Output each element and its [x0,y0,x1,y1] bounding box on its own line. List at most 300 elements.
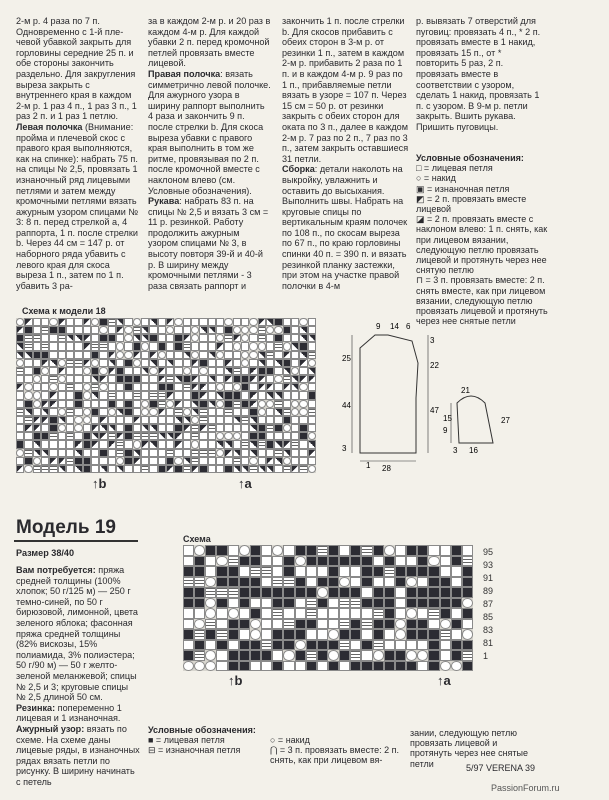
chart-cell [266,424,274,432]
chart-cell [141,326,149,334]
chart-cell [99,326,107,334]
chart-cell [66,383,74,391]
chart-cell [291,318,299,326]
chart-cell [317,556,328,567]
chart-cell [258,351,266,359]
chart-cell [258,400,266,408]
chart-cell [24,375,32,383]
chart-cell [174,351,182,359]
chart-cell [174,457,182,465]
col1-top-text: 2-м р. 4 раза по 7 п. Одновременно с 1-й плечевой убавкой закрыть для горловины середние 25 п. и обе стороны закончить раздельно. Для закругления выреза закрыть с внутреннего края в каждом 2-м р. 1 раз 4 п., 1 раз 3 п., 1 раз 2 п. и 1 раз 1 петлю. [16,16,137,122]
chart-cell [233,424,241,432]
right-front-text: : вязать симметрично левой полочке. Для ажурного узора в ширину раппорт выполнить 4 раза и закончить 9 п. после стрелки b. Для скоса выреза убавки с правого края выполнить в том же ритме, провязывая по 2 п. после кромочной вместе с наклоном влево (см. Условные обозначения). [148,68,271,196]
chart-cell [83,334,91,342]
chart-cell [208,351,216,359]
chart-cell [158,367,166,375]
chart-cell [99,449,107,457]
chart-cell [66,367,74,375]
chart-cell [317,577,328,588]
chart-cell [361,608,372,619]
chart-cell [216,608,227,619]
chart-cell [58,383,66,391]
chart-cell [49,383,57,391]
chart-cell [149,359,157,367]
chart-cell [451,619,462,630]
chart-cell [124,408,132,416]
chart-cell [233,383,241,391]
chart-cell [141,465,149,473]
chart-cell [158,342,166,350]
chart-cell [16,440,24,448]
chart-cell [174,367,182,375]
chart-cell [141,383,149,391]
chart-cell [208,391,216,399]
chart-cell [283,650,294,661]
arrow-a-label: a [443,673,451,688]
chart-cell [99,383,107,391]
chart-cell [451,545,462,556]
chart-cell [41,359,49,367]
chart-cell [166,342,174,350]
chart-cell [199,432,207,440]
chart-cell [228,566,239,577]
chart-cell [274,424,282,432]
chart-cell [266,432,274,440]
chart-cell [440,629,451,640]
chart-cell [191,359,199,367]
chart-cell [33,400,41,408]
chart-cell [41,342,49,350]
chart-cell [99,465,107,473]
chart-cell [228,598,239,609]
chart-cell [406,640,417,651]
chart-cell [205,629,216,640]
row-number: 93 [483,560,494,570]
chart-cell [83,383,91,391]
legend2-title: Условные обозначения: [148,725,256,735]
chart-cell [328,661,339,672]
chart-cell [133,400,141,408]
chart-cell [317,587,328,598]
chart-cell [116,351,124,359]
chart-cell [283,326,291,334]
dim-6: 6 [406,322,411,331]
chart-cell [258,449,266,457]
chart-cell [33,359,41,367]
chart-cell [440,619,451,630]
schema19-title: Схема [183,534,211,544]
chart-cell [133,391,141,399]
chart-cell [224,342,232,350]
chart-cell [183,359,191,367]
chart-cell [199,326,207,334]
chart-cell [124,367,132,375]
chart-cell [208,367,216,375]
chart-cell [205,661,216,672]
chart-cell [241,457,249,465]
chart-cell [274,457,282,465]
chart-cell [308,432,316,440]
chart-cell [417,545,428,556]
chart-cell [183,640,194,651]
chart-cell [283,383,291,391]
chart-cell [451,661,462,672]
chart-cell [428,598,439,609]
chart-cell [133,359,141,367]
chart-cell [205,545,216,556]
chart-cell [328,566,339,577]
chart-cell [291,383,299,391]
chart-cell [149,334,157,342]
chart-cell [194,640,205,651]
chart-cell [183,629,194,640]
row-number: 85 [483,612,494,622]
chart-cell [41,383,49,391]
chart-cell [295,608,306,619]
chart-cell [133,334,141,342]
chart-cell [339,545,350,556]
text-column-4 [416,16,546,133]
chart-cell [384,640,395,651]
front-pattern-diagram [330,313,445,473]
chart-cell [266,416,274,424]
chart-cell [183,440,191,448]
chart-cell [395,587,406,598]
chart-cell [291,359,299,367]
chart-cell [291,416,299,424]
chart-cell [216,577,227,588]
chart-cell [158,359,166,367]
dim-3b: 3 [342,444,347,453]
chart-cell [261,640,272,651]
chart-cell [108,465,116,473]
chart-cell [241,367,249,375]
chart-cell [66,408,74,416]
chart-cell [261,556,272,567]
chart-cell [462,598,473,609]
chart-cell [216,457,224,465]
chart-cell [295,556,306,567]
chart-cell [166,326,174,334]
chart-cell [233,440,241,448]
schema18-title: Схема к модели 18 [22,306,106,316]
chart-cell [274,326,282,334]
chart-cell [266,359,274,367]
chart-cell [283,408,291,416]
chart-cell [233,367,241,375]
chart-cell [58,457,66,465]
row-number: 87 [483,599,494,609]
chart-cell [83,318,91,326]
assembly-text: : детали наколоть на выкройку, увлажнить и оставить до высыхания. Выполнить швы. Набрать на круговые спицы по вертикальным краям полочек по 108 п., по скосам выреза по 67 п., по краю горловины спинки 40 п. = 390 п. и вязать резинкой планку застежки, при этом на участке правой полочки в 4-м [282,164,408,291]
chart-cell [99,391,107,399]
chart-cell [194,619,205,630]
chart-cell [339,587,350,598]
chart-cell [308,408,316,416]
chart-cell [361,545,372,556]
chart-cell [299,416,307,424]
chart-cell [58,465,66,473]
chart-cell [228,587,239,598]
chart-cell [384,608,395,619]
chart-cell [16,326,24,334]
chart-cell [124,334,132,342]
chart-cell [224,318,232,326]
chart-cell [272,608,283,619]
chart-cell [194,587,205,598]
chart-cell [208,465,216,473]
chart-cell [141,375,149,383]
chart-cell [183,408,191,416]
chart-cell [283,375,291,383]
sleeve-dim-16: 16 [469,446,478,455]
chart-cell [428,566,439,577]
chart-cell [283,661,294,672]
chart-cell [141,432,149,440]
chart-cell [373,629,384,640]
chart-cell [24,408,32,416]
chart-cell [462,566,473,577]
chart-cell [249,400,257,408]
chart-cell [233,432,241,440]
dim-1: 1 [366,461,371,470]
chart-cell [183,545,194,556]
chart-cell [241,416,249,424]
chart-cell [428,608,439,619]
chart-cell [183,424,191,432]
chart-cell [91,465,99,473]
chart-cell [216,640,227,651]
chart-cell [66,391,74,399]
chart-cell [16,367,24,375]
chart-cell [124,465,132,473]
chart-cell [299,465,307,473]
chart-cell [462,545,473,556]
chart-cell [191,383,199,391]
chart-cell [24,400,32,408]
chart-cell [91,391,99,399]
chart-cell [108,351,116,359]
chart-cell [216,318,224,326]
chart-cell [239,556,250,567]
chart-cell [228,650,239,661]
chart-cell [261,629,272,640]
chart-cell [224,351,232,359]
chart-cell [16,359,24,367]
chart-cell [16,383,24,391]
chart-cell [33,383,41,391]
chart-cell [462,640,473,651]
chart-cell [166,351,174,359]
chart-cell [272,619,283,630]
chart-cell [428,587,439,598]
chart-cell [174,391,182,399]
chart-cell [295,566,306,577]
chart-cell [183,375,191,383]
chart-cell [306,661,317,672]
dim-25: 25 [342,354,351,363]
arrow-a-19: ↑a [437,673,451,688]
chart-cell [49,424,57,432]
chart-cell [208,408,216,416]
chart-cell [261,587,272,598]
left-front-text: (Внимание: пройма и плечевой скос с правого края выполняются, как на спинке): набрать 75 п. на спицы № 2,5, провязать 1 изнаночный ряд лицевыми петлями и затем между кромочными петлями вязать ажурным узором спицами № 3: 8 п. перед стрелкой а, 4 раппорта, 1 п. после стрелки b. Через 44 см = 147 р. от наборного ряда убавить с левого края для скоса выреза 1 п., затем по 1 п. убавить 3 ра- [16,121,139,291]
title-rule [14,540,138,542]
chart-cell [16,391,24,399]
chart-cell [166,432,174,440]
chart-cell [291,342,299,350]
chart-cell [373,545,384,556]
chart-cell [339,640,350,651]
chart-cell [258,432,266,440]
chart-cell [24,432,32,440]
chart-cell [58,326,66,334]
chart-cell [440,556,451,567]
chart-cell [283,318,291,326]
chart-cell [166,416,174,424]
chart-cell [58,359,66,367]
chart-cell [258,424,266,432]
chart-cell [317,650,328,661]
chart-cell [216,440,224,448]
chart-cell [24,359,32,367]
chart-cell [49,359,57,367]
chart-cell [291,400,299,408]
chart-cell [149,351,157,359]
chart-cell [133,449,141,457]
chart-cell [384,598,395,609]
arrow-b-19: ↑b [228,673,243,688]
chart-cell [283,432,291,440]
chart-cell [16,318,24,326]
chart-cell [205,608,216,619]
chart-cell [83,375,91,383]
chart-cell [291,375,299,383]
chart-cell [249,449,257,457]
chart-cell [216,598,227,609]
chart-cell [141,424,149,432]
chart-cell [283,545,294,556]
chart-cell [328,577,339,588]
chart-cell [428,661,439,672]
chart-cell [108,416,116,424]
chart-cell [49,318,57,326]
chart-cell [174,342,182,350]
chart-cell [58,375,66,383]
chart-cell [41,440,49,448]
chart-cell [224,465,232,473]
sleeve-dim-27: 27 [501,416,510,425]
chart-cell [74,432,82,440]
chart-cell [239,629,250,640]
chart-cell [239,598,250,609]
chart-cell [428,640,439,651]
chart-cell [174,465,182,473]
chart-cell [58,351,66,359]
chart-cell [274,465,282,473]
chart-cell [272,640,283,651]
chart-cell [395,619,406,630]
chart-cell [166,449,174,457]
chart-cell [83,400,91,408]
chart-cell [208,424,216,432]
chart-cell [116,342,124,350]
chart-cell [191,400,199,408]
chart-cell [183,432,191,440]
chart-cell [299,334,307,342]
chart-cell [250,556,261,567]
chart-cell [395,608,406,619]
chart-cell [33,432,41,440]
chart-cell [83,342,91,350]
chart-cell [224,432,232,440]
chart-cell [328,640,339,651]
chart-cell [308,375,316,383]
chart-cell [124,416,132,424]
chart-cell [158,416,166,424]
chart-cell [191,457,199,465]
chart-cell [224,375,232,383]
chart-cell [250,587,261,598]
chart-cell [33,326,41,334]
chart-cell [183,661,194,672]
chart-cell [258,359,266,367]
chart-cell [216,383,224,391]
row-number: 1 [483,651,489,661]
chart-cell [199,383,207,391]
chart-cell [283,556,294,567]
chart-cell [258,383,266,391]
chart-cell [205,640,216,651]
chart-cell [361,577,372,588]
chart-cell [208,318,216,326]
chart-cell [99,375,107,383]
chart-cell [41,416,49,424]
chart-cell [299,375,307,383]
chart-cell [116,400,124,408]
chart-cell [16,351,24,359]
chart-cell [266,351,274,359]
chart-cell [241,342,249,350]
chart-cell [373,619,384,630]
chart-cell [49,408,57,416]
chart-cell [141,351,149,359]
chart-cell [58,318,66,326]
chart-cell [350,608,361,619]
legend1-item: ◩ = 2 п. провязать вместе лицевой [416,193,527,215]
chart-cell [328,608,339,619]
chart-cell [274,440,282,448]
chart-cell [91,416,99,424]
chart-cell [406,608,417,619]
chart-cell [283,334,291,342]
chart-cell [116,449,124,457]
chart-cell [462,577,473,588]
chart-cell [194,566,205,577]
chart-cell [199,449,207,457]
chart-cell [66,416,74,424]
chart-cell [417,608,428,619]
chart-cell [66,457,74,465]
chart-cell [241,449,249,457]
chart-cell [141,342,149,350]
chart-cell [250,598,261,609]
chart-cell [451,629,462,640]
chart-cell [149,400,157,408]
chart-cell [308,440,316,448]
chart-cell [66,375,74,383]
chart-cell [174,375,182,383]
